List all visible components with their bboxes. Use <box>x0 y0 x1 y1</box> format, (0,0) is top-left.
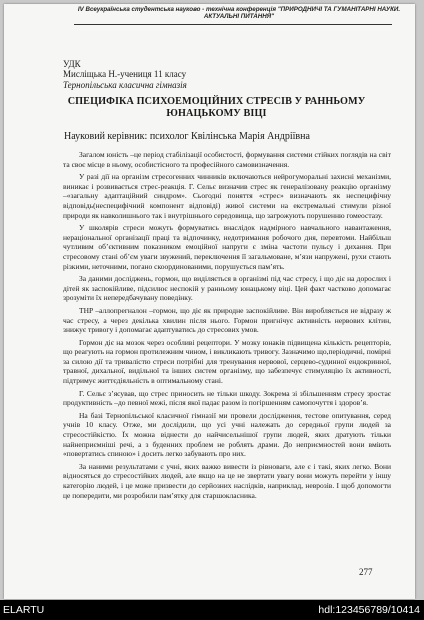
body-paragraph: За наними результатами є учні, яких важко вивести із рівноваги, але є і такі, яких легко. Вони відносяться до стресостійких людей, але якщо на це не звертати увагу вони можуть перейти у іншу категорію людей, і це може призвести до серйозних наслідків, наприклад, неврозів. І щоб допомогти це попередити, ми розробили пам’ятку для старшокласника. <box>63 461 391 500</box>
author-line: Мисліщька Н.-учениця 11 класу <box>63 69 187 79</box>
supervisor-line: Науковий керівник: психолог Квілінська Марія Андріївна <box>64 131 310 142</box>
body-paragraph: У разі дії на організм стресогенних чинників включаються нейрогуморальні захисні механізми, виникає і розвивається стрес-реакція. Г. Сельє визначив стрес як генералізовану реакцію організму –«загальну адаптаційний синдром». Сьогодні поняття «стрес» визначають як неспецифічну відповідь(неспецифічний компонент відповіді) живої системи на екстремальні стимули різної природи як навколишнього так і внутрішнього середовища, що загрожують порушенню гомеостазу. <box>63 172 391 220</box>
body-paragraph: Г. Сельє з’ясував, що стрес приносить не тільки шкоду. Зокрема зі збільшенням стресу зростає продуктивність –до певної межі, після якої падає разом із погіршенням самопочуття і здоров’я. <box>63 388 391 408</box>
conference-header-line-1: IV Всеукраїнська студентська науково - технічна конференція "ПРИРОДНИЧІ ТА ГУМАНІТАРНІ НАУКИ. <box>77 6 401 13</box>
body-paragraph: Загалом юність –це період стабілізації особистості, формування системи стійких поглядів на світ та своє місце в ньому, особистісного та професійного самовизначення. <box>63 150 391 169</box>
document-page <box>4 4 415 599</box>
conference-header-line-2: АКТУАЛЬНІ ПИТАННЯ" <box>203 13 275 21</box>
article-title-line-2: ЮНАЦЬКОМУ ВІЦІ <box>166 107 267 119</box>
body-paragraph: THP –аллопрегналон –гормон, що діє як природне заспокійливе. Він виробляється не відразу ж час стресу, а через декілька хвилин після нього. Гормон пригнічує активність нервових клітин, знижує тривогу і допомагає адаптуватись до стресових умов. <box>63 305 391 335</box>
article-body <box>63 150 391 503</box>
school-line: Тернопільська класична гімназія <box>63 80 187 90</box>
body-paragraph: За даними досліджень, гормон, що виділяється в організмі під час стресу, і що діє на дорослих і дітей як заспокійливе, підсилює неспокій у ранньому юнацькому віці. Цей факт частково допомагає зрозуміти їх непередбачувану поведінку. <box>63 274 391 303</box>
header-rule <box>74 24 392 25</box>
repository-footer <box>0 600 424 620</box>
handle-identifier: hdl:123456789/10414 <box>318 604 420 616</box>
repository-name: ELARTU <box>3 604 45 616</box>
udk-label: УДК <box>63 59 81 69</box>
article-title <box>44 96 389 119</box>
body-paragraph: Гормон діє на мозок через особливі рецептори. У мозку юнаків підвищена кількість рецепторів, що реагують на гормон протилежним чином, і викликають тривогу. Зазначимо що,періодичні, помірні за силою дії та тривалістю стреси потрібні для тренування нервової, серцево-судинної ендокринної, травної, дихальної, видільної та інших систем організму, що забезпечує стимуляцію їх активності, підтримує життєдіяльність в оптимальному стані. <box>63 337 391 386</box>
page-number: 277 <box>359 567 373 577</box>
body-paragraph: У школярів стреси можуть формуватись внаслідок надмірного навчального навантаження, нераціональної організації праці та відпочинку, недотримання робочого дня, перевтоми. Найбільш чутливим об’єктивним показником емоційної напруги є зміна частоти пульсу і дихання. При стресовому стані об’єм уваги звужений, переключення її загальмоване, м’язи напружені, рухи стають різкими, неточними, погано скоординованими, порушується пам’ять. <box>63 223 391 271</box>
article-title-line-1: СПЕЦИФІКА ПСИХОЕМОЦІЙНИХ СТРЕСІВ У РАННЬОМУ <box>67 96 366 107</box>
conference-header <box>74 6 404 21</box>
body-paragraph: На базі Тернопільської класичної гімназії ми провели дослідження, тестове опитування, серед учнів 10 класу. Отже, ми дослідили, що усі учні належать до середньої групи людей за стресостійкістю. Їх можна віднести до найчисельнішої групи людей, яких дратують тільки найнеприємніші речі, а з буденних проблем не роблять драми. До неприємностей вони вміють «повертатись спиною» і досить легко забувають про них. <box>63 410 391 459</box>
